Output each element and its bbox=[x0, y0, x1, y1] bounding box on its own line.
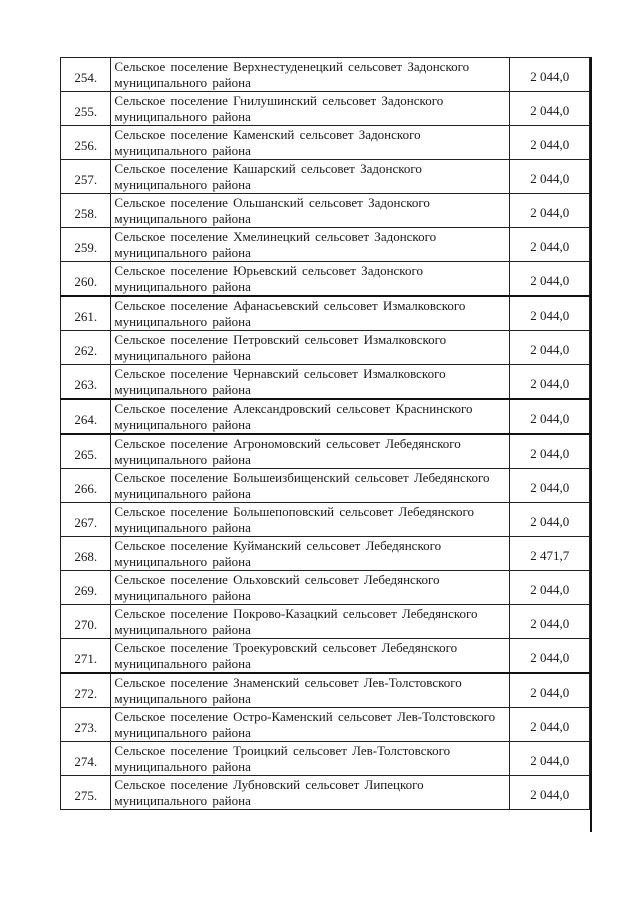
settlement-name-cell bbox=[111, 605, 510, 639]
row-number: 266. bbox=[74, 480, 98, 496]
amount-cell bbox=[510, 228, 590, 262]
settlement-name: Сельское поселение Остро-Каменский сельсовет Лев-Толстовского муниципального района bbox=[114, 709, 496, 740]
table-row bbox=[61, 126, 590, 160]
amount-value: 2 044,0 bbox=[530, 68, 570, 84]
row-number: 262. bbox=[74, 342, 98, 358]
table-row bbox=[61, 296, 590, 331]
amount-value: 2 044,0 bbox=[530, 479, 570, 495]
amount-value: 2 044,0 bbox=[530, 718, 570, 734]
row-number: 274. bbox=[74, 753, 98, 769]
amount-value: 2 471,7 bbox=[530, 547, 570, 563]
table-row bbox=[61, 160, 590, 194]
table-row bbox=[61, 399, 590, 434]
table-row bbox=[61, 639, 590, 674]
settlement-name: Сельское поселение Александровский сельсовет Краснинского муниципального района bbox=[114, 401, 473, 432]
settlement-name: Сельское поселение Гнилушинский сельсовет Задонского муниципального района bbox=[114, 93, 444, 124]
amount-cell bbox=[510, 434, 590, 469]
row-number-cell bbox=[61, 605, 111, 639]
amount-value: 2 044,0 bbox=[530, 102, 570, 118]
row-number-cell bbox=[61, 537, 111, 571]
amount-value: 2 044,0 bbox=[530, 375, 570, 391]
row-number: 257. bbox=[74, 171, 98, 187]
row-number: 268. bbox=[74, 548, 98, 564]
amount-cell bbox=[510, 605, 590, 639]
amount-value: 2 044,0 bbox=[530, 341, 570, 357]
settlement-name-cell bbox=[111, 742, 510, 776]
table-row bbox=[61, 434, 590, 469]
amount-value: 2 044,0 bbox=[530, 170, 570, 186]
settlement-name: Сельское поселение Куйманский сельсовет Лебедянского муниципального района bbox=[114, 538, 442, 569]
settlement-name-cell bbox=[111, 503, 510, 537]
amount-value: 2 044,0 bbox=[530, 272, 570, 288]
settlement-name-cell bbox=[111, 399, 510, 434]
amount-cell bbox=[510, 399, 590, 434]
settlement-name: Сельское поселение Чернавский сельсовет Измалковского муниципального района bbox=[114, 366, 446, 397]
amount-value: 2 044,0 bbox=[530, 581, 570, 597]
table-row bbox=[61, 776, 590, 810]
settlement-name-cell bbox=[111, 365, 510, 400]
settlement-name-cell bbox=[111, 160, 510, 194]
settlement-name: Сельское поселение Афанасьевский сельсовет Измалковского муниципального района bbox=[114, 298, 466, 329]
amount-cell bbox=[510, 776, 590, 810]
amount-cell bbox=[510, 639, 590, 674]
table-row bbox=[61, 708, 590, 742]
settlement-name: Сельское поселение Ольшанский сельсовет Задонского муниципального района bbox=[114, 195, 430, 226]
settlement-name-cell bbox=[111, 296, 510, 331]
settlement-name-cell bbox=[111, 708, 510, 742]
amount-cell bbox=[510, 503, 590, 537]
table-right-border bbox=[590, 57, 592, 832]
row-number-cell bbox=[61, 742, 111, 776]
amount-cell bbox=[510, 365, 590, 400]
row-number-cell bbox=[61, 228, 111, 262]
table-row bbox=[61, 331, 590, 365]
row-number-cell bbox=[61, 673, 111, 708]
row-number: 254. bbox=[74, 69, 98, 85]
table-row bbox=[61, 537, 590, 571]
settlement-name: Сельское поселение Юрьевский сельсовет Задонского муниципального района bbox=[114, 263, 423, 294]
row-number-cell bbox=[61, 160, 111, 194]
settlement-name: Сельское поселение Хмелинецкий сельсовет Задонского муниципального района bbox=[114, 229, 437, 260]
row-number-cell bbox=[61, 708, 111, 742]
row-number-cell bbox=[61, 639, 111, 674]
settlement-name: Сельское поселение Покрово-Казацкий сельсовет Лебедянского муниципального района bbox=[114, 606, 478, 637]
amount-value: 2 044,0 bbox=[530, 410, 570, 426]
row-number: 258. bbox=[74, 205, 98, 221]
settlement-name-cell bbox=[111, 776, 510, 810]
row-number-cell bbox=[61, 126, 111, 160]
amount-value: 2 044,0 bbox=[530, 786, 570, 802]
amount-value: 2 044,0 bbox=[530, 513, 570, 529]
settlement-name: Сельское поселение Знаменский сельсовет Лев-Толстовского муниципального района bbox=[114, 675, 462, 706]
row-number-cell bbox=[61, 503, 111, 537]
amount-cell bbox=[510, 126, 590, 160]
allocation-table bbox=[60, 57, 590, 810]
settlement-name-cell bbox=[111, 673, 510, 708]
settlement-name: Сельское поселение Агрономовский сельсовет Лебедянского муниципального района bbox=[114, 436, 461, 467]
settlement-name: Сельское поселение Большеизбищенский сельсовет Лебедянского муниципального района bbox=[114, 470, 490, 501]
table-body bbox=[61, 58, 590, 810]
settlement-name-cell bbox=[111, 331, 510, 365]
settlement-name: Сельское поселение Троекуровский сельсовет Лебедянского муниципального района bbox=[114, 640, 458, 671]
row-number: 259. bbox=[74, 239, 98, 255]
settlement-name-cell bbox=[111, 228, 510, 262]
amount-value: 2 044,0 bbox=[530, 204, 570, 220]
settlement-name: Сельское поселение Ольховский сельсовет Лебедянского муниципального района bbox=[114, 572, 440, 603]
row-number-cell bbox=[61, 571, 111, 605]
settlement-name-cell bbox=[111, 262, 510, 297]
row-number: 260. bbox=[74, 273, 98, 289]
row-number-cell bbox=[61, 296, 111, 331]
row-number: 265. bbox=[74, 446, 98, 462]
settlement-name: Сельское поселение Кашарский сельсовет Задонского муниципального района bbox=[114, 161, 422, 192]
amount-cell bbox=[510, 673, 590, 708]
settlement-name: Сельское поселение Петровский сельсовет Измалковского муниципального района bbox=[114, 332, 447, 363]
settlement-name-cell bbox=[111, 571, 510, 605]
row-number-cell bbox=[61, 365, 111, 400]
row-number-cell bbox=[61, 58, 111, 92]
amount-cell bbox=[510, 194, 590, 228]
amount-cell bbox=[510, 742, 590, 776]
row-number-cell bbox=[61, 776, 111, 810]
row-number-cell bbox=[61, 331, 111, 365]
amount-cell bbox=[510, 708, 590, 742]
amount-cell bbox=[510, 537, 590, 571]
settlement-name: Сельское поселение Лубновский сельсовет Липецкого муниципального района bbox=[114, 777, 424, 808]
row-number: 263. bbox=[74, 376, 98, 392]
amount-value: 2 044,0 bbox=[530, 238, 570, 254]
amount-value: 2 044,0 bbox=[530, 752, 570, 768]
amount-value: 2 044,0 bbox=[530, 684, 570, 700]
table-row bbox=[61, 742, 590, 776]
row-number: 267. bbox=[74, 514, 98, 530]
amount-value: 2 044,0 bbox=[530, 136, 570, 152]
row-number-cell bbox=[61, 434, 111, 469]
row-number: 273. bbox=[74, 719, 98, 735]
row-number: 270. bbox=[74, 616, 98, 632]
settlement-name: Сельское поселение Каменский сельсовет Задонского муниципального района bbox=[114, 127, 421, 158]
settlement-name: Сельское поселение Большепоповский сельсовет Лебедянского муниципального района bbox=[114, 504, 475, 535]
row-number: 255. bbox=[74, 103, 98, 119]
amount-cell bbox=[510, 296, 590, 331]
amount-value: 2 044,0 bbox=[530, 615, 570, 631]
amount-cell bbox=[510, 469, 590, 503]
amount-cell bbox=[510, 160, 590, 194]
row-number-cell bbox=[61, 399, 111, 434]
row-number-cell bbox=[61, 92, 111, 126]
table-row bbox=[61, 58, 590, 92]
settlement-name: Сельское поселение Троицкий сельсовет Лев-Толстовского муниципального района bbox=[114, 743, 451, 774]
settlement-name-cell bbox=[111, 434, 510, 469]
table-row bbox=[61, 503, 590, 537]
settlement-name-cell bbox=[111, 469, 510, 503]
settlement-name-cell bbox=[111, 58, 510, 92]
row-number-cell bbox=[61, 262, 111, 297]
row-number: 264. bbox=[74, 411, 98, 427]
settlement-name-cell bbox=[111, 537, 510, 571]
table-row bbox=[61, 365, 590, 400]
settlement-name-cell bbox=[111, 639, 510, 674]
amount-value: 2 044,0 bbox=[530, 649, 570, 665]
settlement-name: Сельское поселение Верхнестуденецкий сельсовет Задонского муниципального района bbox=[114, 59, 470, 90]
table-row bbox=[61, 469, 590, 503]
settlement-name-cell bbox=[111, 194, 510, 228]
table-row bbox=[61, 228, 590, 262]
amount-cell bbox=[510, 262, 590, 297]
settlement-name-cell bbox=[111, 92, 510, 126]
amount-value: 2 044,0 bbox=[530, 307, 570, 323]
table-row bbox=[61, 262, 590, 297]
row-number: 261. bbox=[74, 308, 98, 324]
amount-cell bbox=[510, 58, 590, 92]
amount-value: 2 044,0 bbox=[530, 445, 570, 461]
row-number: 275. bbox=[74, 787, 98, 803]
table-row bbox=[61, 571, 590, 605]
amount-cell bbox=[510, 571, 590, 605]
row-number-cell bbox=[61, 469, 111, 503]
row-number: 269. bbox=[74, 582, 98, 598]
table-row bbox=[61, 194, 590, 228]
amount-cell bbox=[510, 331, 590, 365]
amount-cell bbox=[510, 92, 590, 126]
row-number: 256. bbox=[74, 137, 98, 153]
table-row bbox=[61, 92, 590, 126]
table-row bbox=[61, 673, 590, 708]
row-number: 272. bbox=[74, 685, 98, 701]
row-number-cell bbox=[61, 194, 111, 228]
row-number: 271. bbox=[74, 650, 98, 666]
table-row bbox=[61, 605, 590, 639]
settlement-name-cell bbox=[111, 126, 510, 160]
